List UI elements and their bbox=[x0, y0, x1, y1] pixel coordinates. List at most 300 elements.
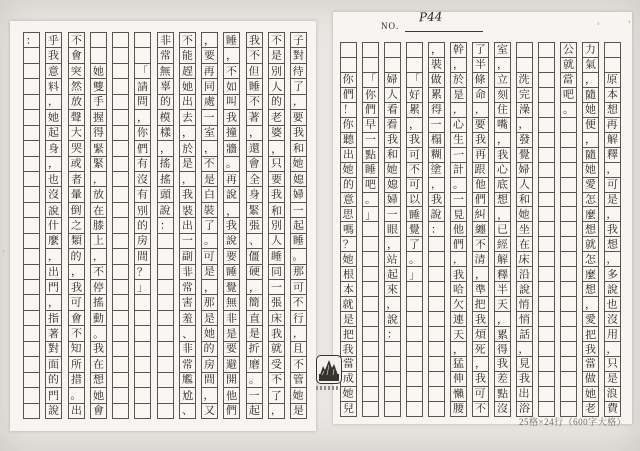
handwritten-char: 怎 bbox=[584, 192, 597, 207]
char-cell bbox=[428, 87, 445, 103]
handwritten-char: 措 bbox=[70, 373, 82, 387]
char-cell bbox=[472, 57, 489, 73]
char-cell bbox=[494, 356, 511, 372]
char-cell bbox=[90, 156, 107, 172]
char-cell bbox=[290, 47, 307, 63]
handwritten-char: 在 bbox=[518, 237, 531, 251]
char-cell bbox=[90, 217, 107, 233]
handwritten-char: ， bbox=[226, 49, 238, 63]
char-cell bbox=[538, 42, 555, 58]
char-cell bbox=[68, 186, 85, 202]
char-cell bbox=[223, 403, 240, 419]
char-cell bbox=[134, 294, 151, 310]
text-column bbox=[68, 32, 85, 419]
char-cell bbox=[157, 325, 174, 341]
handwritten-char: 天 bbox=[452, 327, 465, 342]
char-cell bbox=[134, 186, 151, 202]
handwritten-char: 一 bbox=[292, 203, 304, 217]
handwritten-char: 會 bbox=[70, 311, 82, 325]
text-column bbox=[23, 32, 40, 419]
handwritten-char: 生 bbox=[452, 133, 465, 147]
handwritten-char: ， bbox=[474, 103, 487, 117]
handwritten-char: 們 bbox=[474, 192, 487, 207]
char-cell bbox=[362, 132, 379, 148]
manuscript-page-right bbox=[333, 9, 632, 424]
handwritten-char: 就 bbox=[584, 237, 597, 251]
handwritten-char: 覺 bbox=[226, 280, 238, 294]
char-cell bbox=[494, 401, 511, 417]
char-cell bbox=[157, 264, 174, 280]
char-cell bbox=[68, 279, 85, 295]
handwritten-char: 對 bbox=[292, 49, 305, 63]
handwritten-char: 如 bbox=[225, 80, 238, 94]
handwritten-char: 我 bbox=[606, 222, 619, 237]
handwritten-char: 我 bbox=[496, 357, 509, 371]
handwritten-char: 得 bbox=[92, 126, 104, 140]
char-cell bbox=[134, 310, 151, 326]
char-cell bbox=[268, 279, 285, 295]
handwritten-char: 天 bbox=[496, 297, 509, 311]
handwritten-char: 可 bbox=[292, 280, 305, 294]
handwritten-char: ， bbox=[386, 297, 398, 311]
char-cell bbox=[538, 356, 555, 372]
handwritten-char: ， bbox=[408, 118, 421, 132]
char-cell bbox=[223, 387, 240, 403]
text-column bbox=[246, 32, 263, 419]
char-cell bbox=[406, 281, 423, 297]
char-cell bbox=[23, 356, 40, 372]
handwritten-char: 本 bbox=[342, 282, 355, 296]
handwritten-char: 折 bbox=[247, 342, 260, 356]
char-cell bbox=[604, 192, 621, 208]
char-cell bbox=[582, 206, 599, 222]
char-cell bbox=[246, 140, 263, 156]
handwritten-char: ： bbox=[25, 33, 38, 47]
char-cell bbox=[604, 281, 621, 297]
char-cell bbox=[112, 217, 129, 233]
handwritten-char: 磨 bbox=[248, 357, 260, 372]
char-cell bbox=[179, 186, 196, 202]
char-cell bbox=[472, 236, 489, 252]
char-cell bbox=[134, 248, 151, 264]
char-cell bbox=[494, 326, 511, 342]
handwritten-char: 哭 bbox=[70, 141, 82, 155]
handwritten-char: ， bbox=[496, 133, 509, 147]
char-cell bbox=[179, 171, 196, 187]
char-cell bbox=[90, 233, 107, 249]
char-cell bbox=[494, 57, 511, 73]
char-cell bbox=[157, 186, 174, 202]
char-cell bbox=[90, 403, 107, 419]
text-column bbox=[582, 42, 599, 417]
char-cell bbox=[290, 294, 307, 310]
char-cell bbox=[582, 57, 599, 73]
handwritten-char: 們 bbox=[452, 237, 465, 251]
char-cell bbox=[428, 311, 445, 327]
handwritten-char: 那 bbox=[203, 295, 215, 310]
char-cell bbox=[246, 94, 263, 110]
handwritten-char: 有 bbox=[137, 157, 149, 171]
handwritten-char: ， bbox=[496, 208, 509, 222]
handwritten-char: 放 bbox=[70, 95, 82, 109]
handwritten-char: 要 bbox=[474, 118, 486, 132]
char-cell bbox=[538, 117, 555, 133]
handwritten-char: ， bbox=[474, 267, 487, 281]
handwritten-char: 浪 bbox=[606, 387, 618, 401]
handwritten-char: 副 bbox=[181, 249, 193, 263]
char-cell bbox=[23, 156, 40, 172]
char-cell bbox=[428, 162, 445, 178]
char-cell bbox=[268, 94, 285, 110]
char-cell bbox=[604, 371, 621, 387]
char-cell bbox=[406, 356, 423, 372]
char-cell bbox=[90, 356, 107, 372]
char-cell bbox=[538, 281, 555, 297]
handwritten-char: 把 bbox=[584, 327, 597, 342]
handwritten-char: 兒 bbox=[342, 402, 355, 416]
char-cell bbox=[268, 171, 285, 187]
char-cell bbox=[450, 296, 467, 312]
handwritten-char: 看 bbox=[386, 103, 399, 117]
handwritten-char: 我 bbox=[386, 133, 399, 147]
char-cell bbox=[179, 94, 196, 110]
handwritten-char: 室 bbox=[203, 126, 216, 140]
handwritten-char: 會 bbox=[247, 157, 260, 171]
char-cell bbox=[494, 177, 511, 193]
handwritten-char: 了 bbox=[408, 237, 421, 251]
char-cell bbox=[472, 296, 489, 312]
handwritten-char: 澡 bbox=[518, 103, 531, 117]
char-cell bbox=[560, 311, 577, 327]
handwritten-char: 說 bbox=[226, 234, 238, 248]
char-cell bbox=[494, 132, 511, 148]
handwritten-char: 婦 bbox=[292, 187, 305, 202]
char-cell bbox=[472, 341, 489, 357]
handwritten-char: 停 bbox=[92, 280, 104, 294]
handwritten-char: 見 bbox=[518, 357, 531, 371]
handwritten-char: ， bbox=[270, 142, 283, 156]
handwritten-char: 只 bbox=[606, 357, 619, 371]
handwritten-char: 是 bbox=[342, 312, 355, 326]
handwritten-char: 什 bbox=[48, 218, 60, 233]
handwritten-char: 受 bbox=[270, 357, 282, 372]
char-cell bbox=[560, 371, 577, 387]
char-cell bbox=[45, 217, 62, 233]
char-cell bbox=[406, 386, 423, 402]
char-cell bbox=[157, 356, 174, 372]
char-cell bbox=[604, 251, 621, 267]
char-cell bbox=[23, 387, 40, 403]
handwritten-char: 常 bbox=[181, 357, 193, 372]
handwritten-char: 門 bbox=[47, 389, 60, 403]
char-cell bbox=[450, 87, 467, 103]
handwritten-char: 。 bbox=[408, 252, 421, 266]
handwritten-char: 身 bbox=[47, 142, 60, 156]
char-cell bbox=[201, 310, 218, 326]
char-cell bbox=[494, 87, 511, 103]
handwritten-char: ， bbox=[496, 312, 509, 326]
char-cell bbox=[472, 42, 489, 58]
handwritten-char: 開 bbox=[226, 373, 238, 387]
handwritten-char: 釋 bbox=[496, 267, 509, 282]
handwritten-char: 說 bbox=[518, 282, 531, 296]
char-cell bbox=[340, 281, 357, 297]
char-cell bbox=[157, 279, 174, 295]
handwritten-char: 無 bbox=[158, 64, 171, 78]
char-cell bbox=[201, 264, 218, 280]
handwritten-char: 。 bbox=[203, 234, 216, 248]
char-cell bbox=[406, 132, 423, 148]
char-cell bbox=[604, 386, 621, 402]
handwritten-char: 裝 bbox=[203, 203, 215, 217]
char-cell bbox=[604, 177, 621, 193]
handwritten-char: 人 bbox=[386, 88, 399, 102]
char-cell bbox=[90, 341, 107, 357]
char-cell bbox=[428, 371, 445, 387]
char-cell bbox=[290, 248, 307, 264]
handwritten-char: 同 bbox=[203, 79, 216, 94]
char-cell bbox=[112, 202, 129, 218]
char-cell bbox=[268, 125, 285, 141]
char-cell bbox=[23, 94, 40, 110]
text-column bbox=[384, 42, 401, 417]
char-cell bbox=[362, 311, 379, 327]
char-cell bbox=[340, 87, 357, 103]
handwritten-char: 站 bbox=[386, 252, 398, 266]
handwritten-char: 隨 bbox=[584, 148, 597, 162]
char-cell bbox=[90, 294, 107, 310]
char-cell bbox=[223, 310, 240, 326]
char-cell bbox=[406, 206, 423, 222]
handwritten-char: ， bbox=[70, 265, 82, 279]
char-cell bbox=[223, 140, 240, 156]
handwritten-char: 們 bbox=[226, 404, 238, 418]
handwritten-char: 當 bbox=[584, 357, 597, 371]
char-cell bbox=[494, 386, 511, 402]
char-cell bbox=[290, 279, 307, 295]
char-cell bbox=[450, 326, 467, 342]
char-cell bbox=[134, 63, 151, 79]
handwritten-char: 我 bbox=[70, 280, 82, 294]
char-cell bbox=[406, 341, 423, 357]
char-cell bbox=[538, 311, 555, 327]
handwritten-char: 全 bbox=[248, 172, 260, 186]
handwritten-char: 、 bbox=[181, 327, 194, 341]
char-cell bbox=[340, 162, 357, 178]
handwritten-char: 要 bbox=[270, 172, 282, 186]
char-cell bbox=[290, 63, 307, 79]
char-cell bbox=[179, 233, 196, 249]
char-cell bbox=[268, 372, 285, 388]
handwritten-char: 麼 bbox=[48, 234, 60, 248]
char-cell bbox=[246, 356, 263, 372]
char-cell bbox=[90, 186, 107, 202]
handwritten-char: ， bbox=[203, 141, 216, 155]
handwritten-char: 和 bbox=[292, 141, 305, 155]
char-cell bbox=[560, 42, 577, 58]
text-column bbox=[560, 42, 577, 417]
char-cell bbox=[201, 341, 218, 357]
char-cell bbox=[45, 47, 62, 63]
handwritten-char: 只 bbox=[270, 157, 282, 171]
char-cell bbox=[582, 296, 599, 312]
char-cell bbox=[157, 94, 174, 110]
char-cell bbox=[516, 296, 533, 312]
char-cell bbox=[268, 248, 285, 264]
char-cell bbox=[23, 140, 40, 156]
char-cell bbox=[450, 206, 467, 222]
char-cell bbox=[290, 140, 307, 156]
char-cell bbox=[560, 296, 577, 312]
handwritten-char: 我 bbox=[270, 327, 283, 341]
char-cell bbox=[494, 281, 511, 297]
char-cell bbox=[450, 401, 467, 417]
char-cell bbox=[472, 206, 489, 222]
handwritten-char: 想 bbox=[496, 192, 509, 207]
handwritten-char: 連 bbox=[452, 312, 465, 326]
char-cell bbox=[90, 387, 107, 403]
handwritten-char: 然 bbox=[70, 79, 82, 94]
char-cell bbox=[604, 162, 621, 178]
handwritten-char: 。 bbox=[292, 249, 304, 264]
char-cell bbox=[582, 311, 599, 327]
char-cell bbox=[406, 162, 423, 178]
char-cell bbox=[223, 341, 240, 357]
handwritten-char: 可 bbox=[69, 295, 82, 310]
char-cell bbox=[604, 326, 621, 342]
char-cell bbox=[23, 233, 40, 249]
handwritten-char: 說 bbox=[606, 282, 619, 296]
handwritten-char: 當 bbox=[342, 357, 355, 371]
handwritten-char: 費 bbox=[606, 402, 619, 416]
char-cell bbox=[428, 177, 445, 193]
handwritten-char: ， bbox=[48, 249, 60, 263]
char-cell bbox=[538, 296, 555, 312]
handwritten-char: 麼 bbox=[584, 208, 597, 222]
handwritten-char: 搖 bbox=[159, 172, 171, 186]
char-cell bbox=[23, 310, 40, 326]
handwritten-char: 出 bbox=[181, 95, 193, 109]
text-column bbox=[223, 32, 240, 419]
char-cell bbox=[201, 171, 218, 187]
handwritten-char: 婦 bbox=[518, 162, 530, 177]
handwritten-char: 伸 bbox=[452, 372, 465, 386]
handwritten-char: 她 bbox=[292, 157, 304, 171]
char-cell bbox=[362, 221, 379, 237]
char-cell bbox=[494, 296, 511, 312]
char-cell bbox=[516, 326, 533, 342]
char-cell bbox=[604, 102, 621, 118]
char-cell bbox=[134, 233, 151, 249]
char-cell bbox=[134, 341, 151, 357]
char-cell bbox=[384, 206, 401, 222]
char-cell bbox=[472, 281, 489, 297]
handwritten-char: ， bbox=[159, 141, 171, 155]
char-cell bbox=[112, 94, 129, 110]
char-cell bbox=[494, 341, 511, 357]
handwritten-char: 著 bbox=[247, 110, 260, 125]
char-cell bbox=[157, 248, 174, 264]
char-cell bbox=[157, 47, 174, 63]
char-cell bbox=[362, 401, 379, 417]
char-cell bbox=[157, 294, 174, 310]
handwritten-char: 問 bbox=[137, 95, 149, 109]
char-cell bbox=[384, 102, 401, 118]
char-cell bbox=[340, 251, 357, 267]
char-cell bbox=[45, 94, 62, 110]
handwritten-char: 我 bbox=[496, 148, 509, 162]
char-cell bbox=[516, 251, 533, 267]
char-cell bbox=[90, 63, 107, 79]
char-cell bbox=[246, 372, 263, 388]
char-cell bbox=[384, 281, 401, 297]
char-cell bbox=[604, 132, 621, 148]
handwritten-char: 辜 bbox=[159, 79, 171, 94]
handwritten-char: 做 bbox=[584, 372, 597, 386]
handwritten-char: ， bbox=[452, 103, 465, 117]
handwritten-char: 愛 bbox=[584, 312, 597, 326]
char-cell bbox=[134, 140, 151, 156]
handwritten-char: ： bbox=[430, 222, 443, 237]
handwritten-char: 說 bbox=[226, 187, 238, 202]
char-cell bbox=[157, 156, 174, 172]
char-cell bbox=[428, 356, 445, 372]
char-cell bbox=[223, 202, 240, 218]
handwritten-char: 經 bbox=[496, 237, 509, 251]
char-cell bbox=[179, 78, 196, 94]
char-cell bbox=[428, 236, 445, 252]
char-cell bbox=[516, 57, 533, 73]
char-cell bbox=[246, 78, 263, 94]
char-cell bbox=[45, 63, 62, 79]
char-cell bbox=[604, 72, 621, 88]
char-cell bbox=[23, 47, 40, 63]
char-cell bbox=[290, 94, 307, 110]
char-cell bbox=[68, 403, 85, 419]
handwritten-char: 樣 bbox=[159, 126, 171, 140]
char-cell bbox=[340, 296, 357, 312]
char-cell bbox=[68, 47, 85, 63]
char-cell bbox=[112, 264, 129, 280]
handwritten-char: 子 bbox=[292, 33, 305, 47]
char-cell bbox=[134, 109, 151, 125]
char-cell bbox=[201, 325, 218, 341]
handwritten-char: 且 bbox=[292, 342, 304, 356]
char-cell bbox=[201, 248, 218, 264]
handwritten-char: 間 bbox=[137, 249, 149, 263]
char-cell bbox=[68, 171, 85, 187]
char-cell bbox=[246, 233, 263, 249]
char-cell bbox=[516, 72, 533, 88]
char-cell bbox=[406, 371, 423, 387]
handwritten-char: 累 bbox=[408, 103, 421, 117]
handwritten-char: 刻 bbox=[496, 88, 509, 103]
char-cell bbox=[384, 87, 401, 103]
char-cell bbox=[406, 236, 423, 252]
handwritten-char: 說 bbox=[47, 203, 60, 218]
handwritten-char: 們 bbox=[364, 103, 377, 117]
handwritten-char: 我 bbox=[474, 133, 487, 147]
char-cell bbox=[246, 156, 263, 172]
char-cell bbox=[450, 117, 467, 133]
handwritten-char: 所 bbox=[70, 357, 82, 372]
char-cell bbox=[223, 171, 240, 187]
handwritten-char: 「 bbox=[137, 64, 149, 78]
char-cell bbox=[516, 102, 533, 118]
char-cell bbox=[450, 281, 467, 297]
char-cell bbox=[340, 192, 357, 208]
char-cell bbox=[246, 403, 263, 419]
